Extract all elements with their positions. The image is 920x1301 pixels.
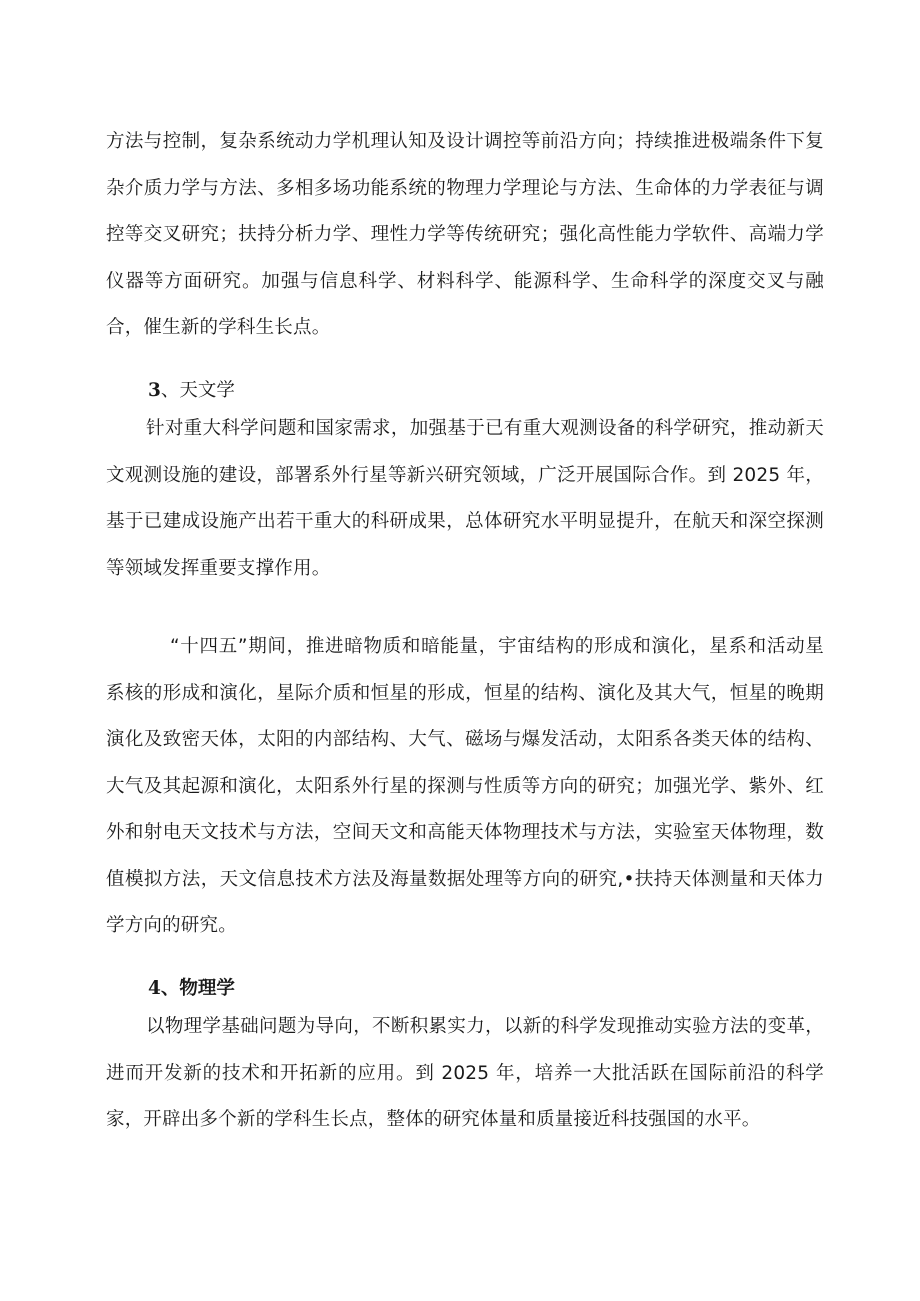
paragraph-astronomy-goals: 针对重大科学问题和国家需求，加强基于已有重大观测设备的科学研究，推动新天文观测设施的建设，部署系外行星等新兴研究领域，广泛开展国际合作。到 2025 年，基于已建成设施产出若干重大的科研成果，总体研究水平明显提升，在航天和深空探测等领域发挥重要支撑作用。 bbox=[106, 418, 824, 579]
section-number: 3 bbox=[148, 380, 161, 401]
section-heading-physics bbox=[148, 974, 235, 1004]
section-title: 、天文学 bbox=[160, 380, 235, 401]
paragraph-mechanics-continued: 方法与控制，复杂系统动力学机理认知及设计调控等前沿方向；持续推进极端条件下复杂介质力学与方法、多相多场功能系统的物理力学理论与方法、生命体的力学表征与调控等交叉研究；扶持分析力学、理性力学等传统研究；强化高性能力学软件、高端力学仪器等方面研究。加强与信息科学、材料科学、能源科学、生命科学的深度交叉与融合，催生新的学科生长点。 bbox=[106, 131, 824, 338]
section-title: 、物理学 bbox=[160, 978, 235, 999]
paragraph-astronomy-plan: “十四五”期间，推进暗物质和暗能量，宇宙结构的形成和演化，星系和活动星系核的形成和演化，星际介质和恒星的形成，恒星的结构、演化及其大气，恒星的晚期演化及致密天体，太阳的内部结构、大气、磁场与爆发活动，太阳系各类天体的结构、大气及其起源和演化，太阳系外行星的探测与性质等方向的研究；加强光学、紫外、红外和射电天文技术与方法，空间天文和高能天体物理技术与方法，实验室天体物理，数值模拟方法，天文信息技术方法及海量数据处理等方向的研究,•扶持天体测量和天体力学方向的研究。 bbox=[106, 636, 824, 936]
section-number: 4 bbox=[148, 978, 161, 999]
section-heading-astronomy bbox=[148, 376, 235, 406]
paragraph-physics-goals: 以物理学基础问题为导向，不断积累实力，以新的科学发现推动实验方法的变革，进而开发新的技术和开拓新的应用。到 2025 年，培养一大批活跃在国际前沿的科学家，开辟出多个新的学科生长点，整体的研究体量和质量接近科技强国的水平。 bbox=[106, 1016, 824, 1130]
